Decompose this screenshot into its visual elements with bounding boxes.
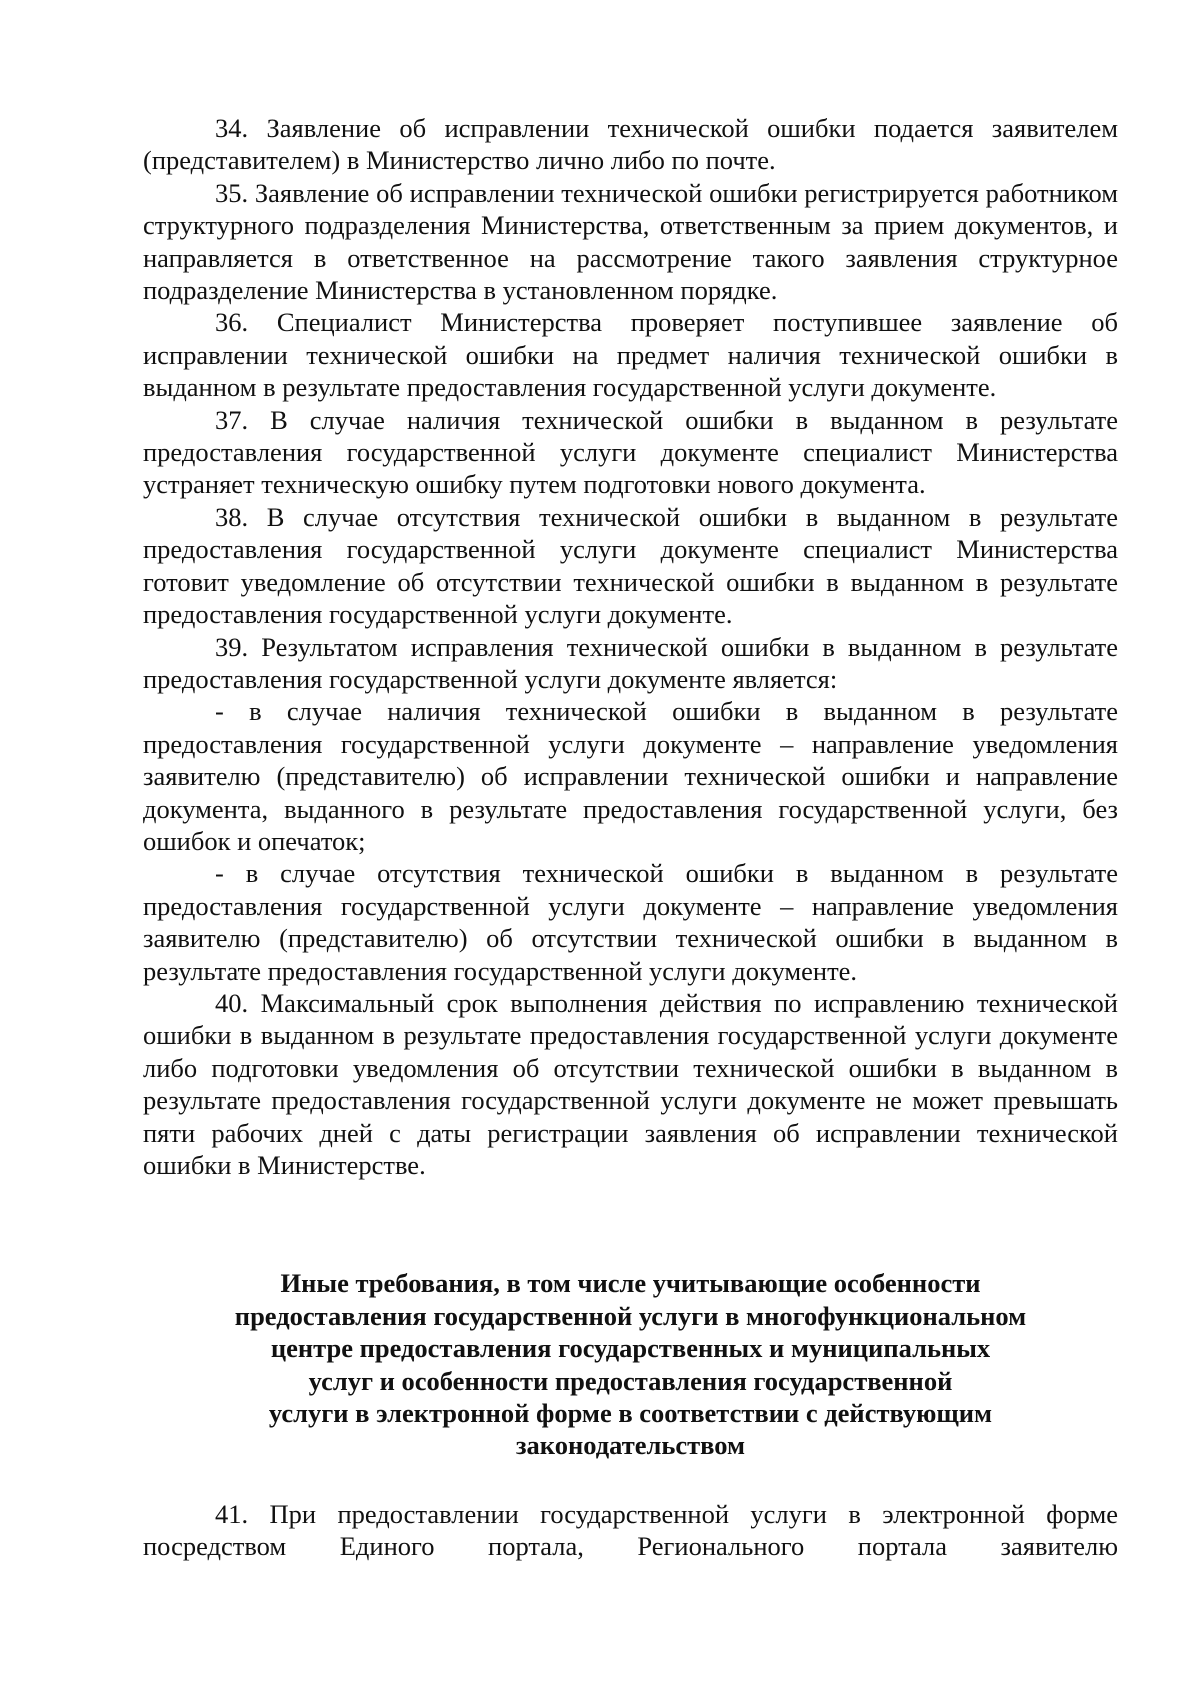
- section-heading-line: центре предоставления государственных и муниципальных: [270, 1333, 991, 1364]
- paragraph-40: 40. Максимальный срок выполнения действия по исправлению технической ошибки в выданном в результате предоставления государственной услуги документе либо подготовки уведомления об отсутствии технической ошибки в выданном в результате предоставления государственной услуги документе не может превышать пяти рабочих дней с даты регистрации заявления об исправлении технической ошибки в Министерстве.: [143, 987, 1118, 1180]
- section-heading: [143, 1267, 1118, 1461]
- paragraph-39-item-2: - в случае отсутствия технической ошибки в выданном в результате предоставления государственной услуги документе – направление уведомления заявителю (представителю) об отсутствии технической ошибки в выданном в результате предоставления государственной услуги документе.: [143, 858, 1118, 986]
- paragraph-35: 35. Заявление об исправлении технической ошибки регистрируется работником структурного подразделения Министерства, ответственным за прием документов, и направляется в ответственное на рассмотрение такого заявления структурное подразделение Министерства в установленном порядке.: [143, 177, 1118, 306]
- section-heading-line: услуги в электронной форме в соответствии с действующим: [268, 1398, 993, 1429]
- paragraph-37: 37. В случае наличия технической ошибки в выданном в результате предоставления государственной услуги документе специалист Министерства устраняет техническую ошибку путем подготовки нового документа.: [143, 404, 1118, 500]
- paragraph-39: 39. Результатом исправления технической ошибки в выданном в результате предоставления государственной услуги документе является:: [143, 631, 1118, 694]
- paragraph-41: 41. При предоставлении государственной услуги в электронной форме посредством Единого портала, Регионального портала заявителю: [143, 1498, 1118, 1562]
- paragraph-34: 34. Заявление об исправлении технической ошибки подается заявителем (представителем) в Министерство лично либо по почте.: [143, 113, 1118, 176]
- paragraph-39-item-1: - в случае наличия технической ошибки в выданном в результате предоставления государственной услуги документе – направление уведомления заявителю (представителю) об исправлении технической ошибки и направление документа, выданного в результате предоставления государственной услуги, без ошибок и опечаток;: [143, 696, 1118, 856]
- paragraph-38: 38. В случае отсутствия технической ошибки в выданном в результате предоставления государственной услуги документе специалист Министерства готовит уведомление об отсутствии технической ошибки в выданном в результате предоставления государственной услуги документе.: [143, 501, 1118, 630]
- section-heading-line: Иные требования, в том числе учитывающие особенности: [280, 1268, 981, 1299]
- paragraph-36: 36. Специалист Министерства проверяет поступившее заявление об исправлении технической ошибки на предмет наличия технической ошибки в выданном в результате предоставления государственной услуги документе.: [143, 307, 1118, 403]
- document-page: [143, 112, 1118, 1563]
- section-heading-line: предоставления государственной услуги в многофункциональном: [234, 1300, 1027, 1331]
- section-heading-line: услуг и особенности предоставления государственной: [308, 1365, 953, 1396]
- section-heading-line: законодательством: [515, 1430, 746, 1461]
